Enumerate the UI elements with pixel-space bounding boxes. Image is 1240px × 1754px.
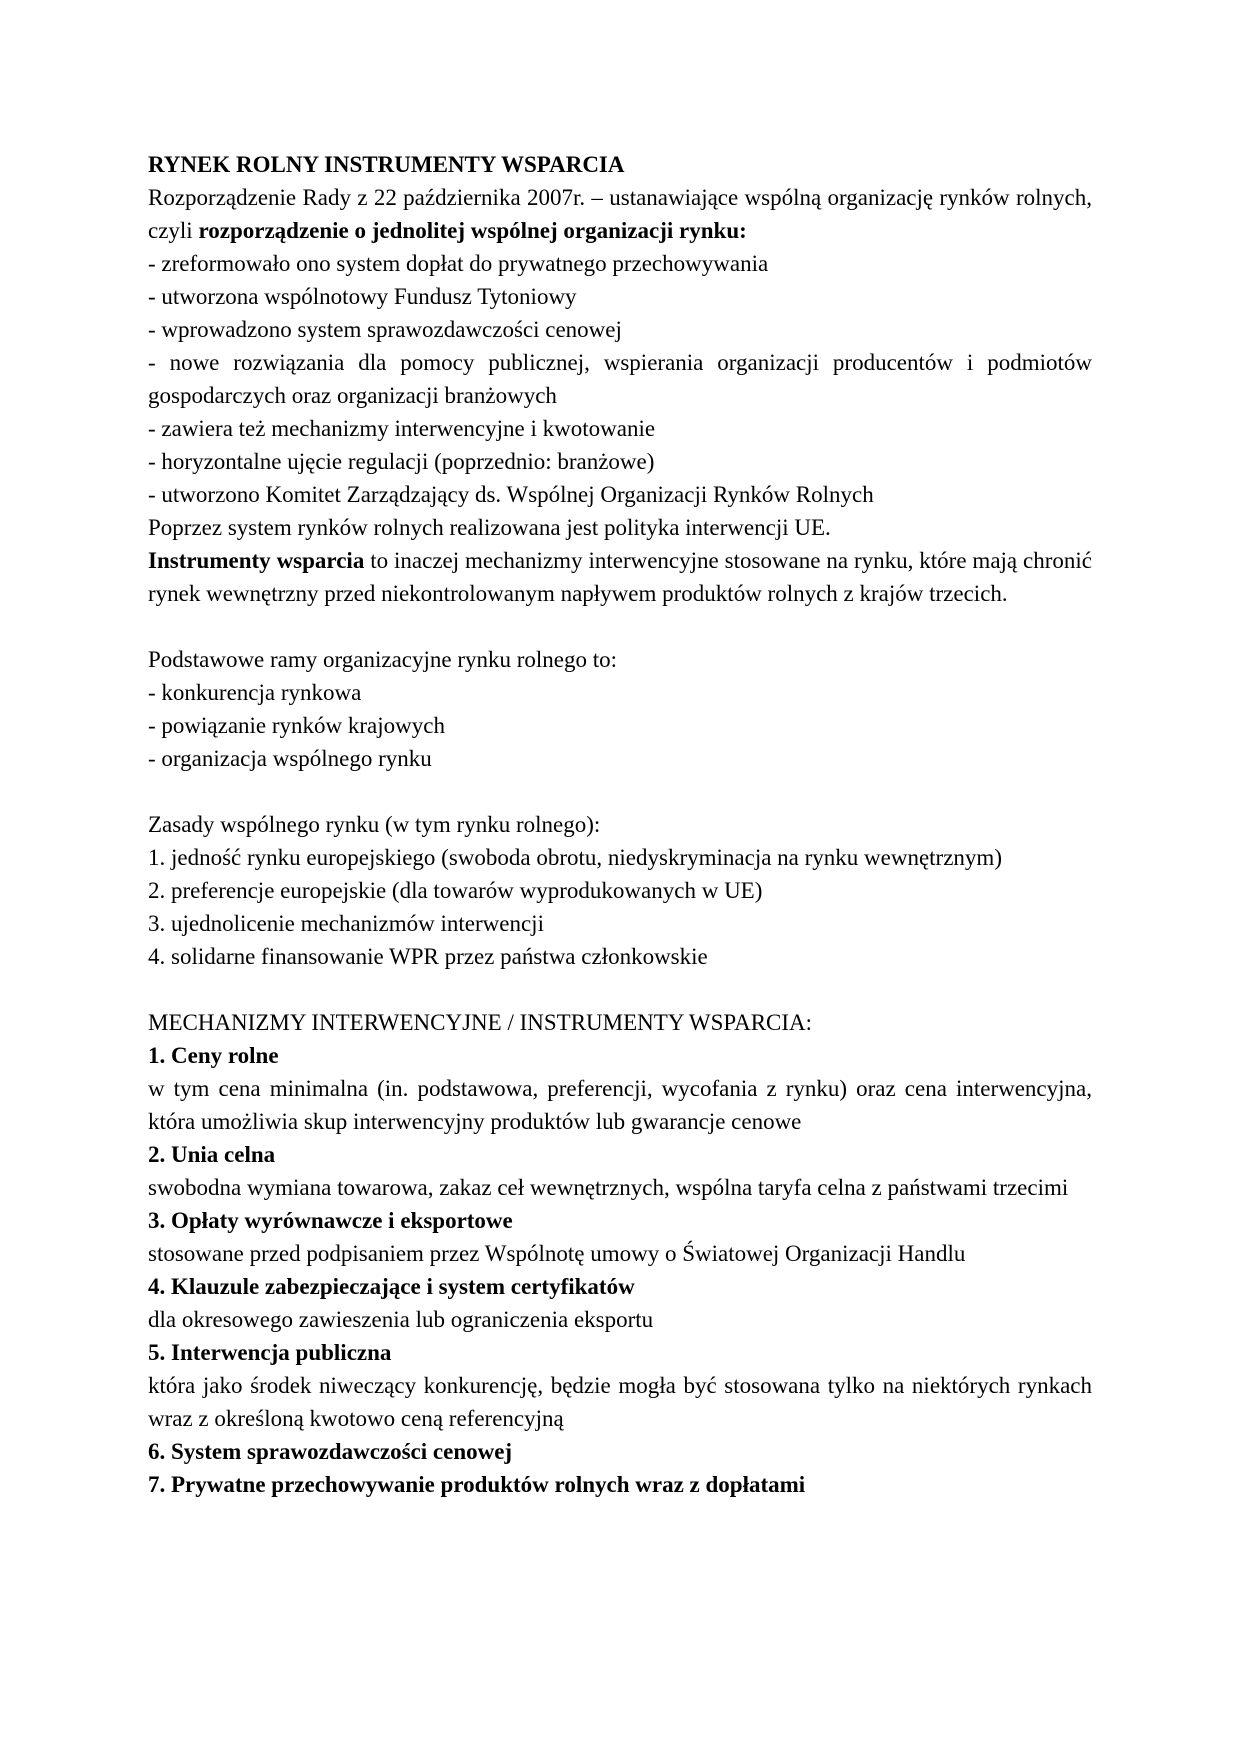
- framework-section: [148, 643, 1092, 775]
- principle-item: 2. preferencje europejskie (dla towarów wyprodukowanych w UE): [148, 878, 763, 903]
- reform-item: - horyzontalne ujęcie regulacji (poprzednio: branżowe): [148, 449, 655, 474]
- mechanism-title: 1. Ceny rolne: [148, 1043, 279, 1068]
- mechanisms-heading: MECHANIZMY INTERWENCYJNE / INSTRUMENTY WSPARCIA:: [148, 1010, 813, 1035]
- spacer: [148, 973, 1092, 1006]
- reform-item: - utworzona wspólnotowy Fundusz Tytoniowy: [148, 284, 577, 309]
- mechanism-description: dla okresowego zawieszenia lub ograniczenia eksportu: [148, 1307, 654, 1332]
- mechanism-title: 2. Unia celna: [148, 1142, 276, 1167]
- principle-item: 3. ujednolicenie mechanizmów interwencji: [148, 911, 544, 936]
- framework-item: - konkurencja rynkowa: [148, 680, 362, 705]
- mechanism-title: 5. Interwencja publiczna: [148, 1340, 392, 1365]
- policy-sentence: Poprzez system rynków rolnych realizowana jest polityka interwencji UE.: [148, 515, 831, 540]
- reform-item: - zreformowało ono system dopłat do prywatnego przechowywania: [148, 251, 769, 276]
- framework-heading: Podstawowe ramy organizacyjne rynku rolnego to:: [148, 647, 618, 672]
- mechanism-title: 7. Prywatne przechowywanie produktów rolnych wraz z dopłatami: [148, 1472, 806, 1497]
- mechanism-description: stosowane przed podpisaniem przez Wspólnotę umowy o Światowej Organizacji Handlu: [148, 1241, 966, 1266]
- document-title: RYNEK ROLNY INSTRUMENTY WSPARCIA: [148, 152, 625, 177]
- mechanism-description: swobodna wymiana towarowa, zakaz ceł wewnętrznych, wspólna taryfa celna z państwami trzecimi: [148, 1175, 1069, 1200]
- principles-section: [148, 808, 1092, 973]
- mechanism-description: w tym cena minimalna (in. podstawowa, preferencji, wycofania z rynku) oraz cena interwencyjna, która umożliwia skup interwencyjny produktów lub gwarancje cenowe: [148, 1076, 1092, 1134]
- principle-item: 4. solidarne finansowanie WPR przez państwa członkowskie: [148, 944, 708, 969]
- intro-text: Rozporządzenie Rady z 22 października 2007r. – ustanawiające wspólną organizację rynków rolnych, czyli: [148, 185, 1092, 243]
- intro-paragraph: [148, 181, 1092, 247]
- reform-list: [148, 247, 1092, 511]
- intro-bold-text: rozporządzenie o jednolitej wspólnej organizacji rynku:: [198, 218, 747, 243]
- framework-item: - powiązanie rynków krajowych: [148, 713, 445, 738]
- mechanism-title: 4. Klauzule zabezpieczające i system certyfikatów: [148, 1274, 635, 1299]
- mechanisms-section: [148, 1006, 1092, 1501]
- instruments-bold-text: Instrumenty wsparcia: [148, 548, 365, 573]
- principle-item: 1. jedność rynku europejskiego (swoboda obrotu, niedyskryminacja na rynku wewnętrznym): [148, 845, 1002, 870]
- mechanism-description: która jako środek niweczący konkurencję, będzie mogła być stosowana tylko na niektórych rynkach wraz z określoną kwotowo ceną referencyjną: [148, 1373, 1092, 1431]
- reform-item: - wprowadzono system sprawozdawczości cenowej: [148, 317, 622, 342]
- mechanism-title: 3. Opłaty wyrównawcze i eksportowe: [148, 1208, 513, 1233]
- reform-item: - utworzono Komitet Zarządzający ds. Wspólnej Organizacji Rynków Rolnych: [148, 482, 874, 507]
- instruments-paragraph: [148, 544, 1092, 610]
- spacer: [148, 610, 1092, 643]
- mechanism-title: 6. System sprawozdawczości cenowej: [148, 1439, 513, 1464]
- reform-item: - zawiera też mechanizmy interwencyjne i kwotowanie: [148, 416, 656, 441]
- spacer: [148, 775, 1092, 808]
- instruments-text: to inaczej mechanizmy interwencyjne stosowane na rynku, które mają chronić rynek wewnętrzny przed niekontrolowanym napływem produktów rolnych z krajów trzecich.: [148, 548, 1093, 606]
- principles-heading: Zasady wspólnego rynku (w tym rynku rolnego):: [148, 812, 601, 837]
- framework-item: - organizacja wspólnego rynku: [148, 746, 432, 771]
- reform-item: - nowe rozwiązania dla pomocy publicznej, wspierania organizacji producentów i podmiotów gospodarczych oraz organizacji branżowych: [148, 350, 1092, 408]
